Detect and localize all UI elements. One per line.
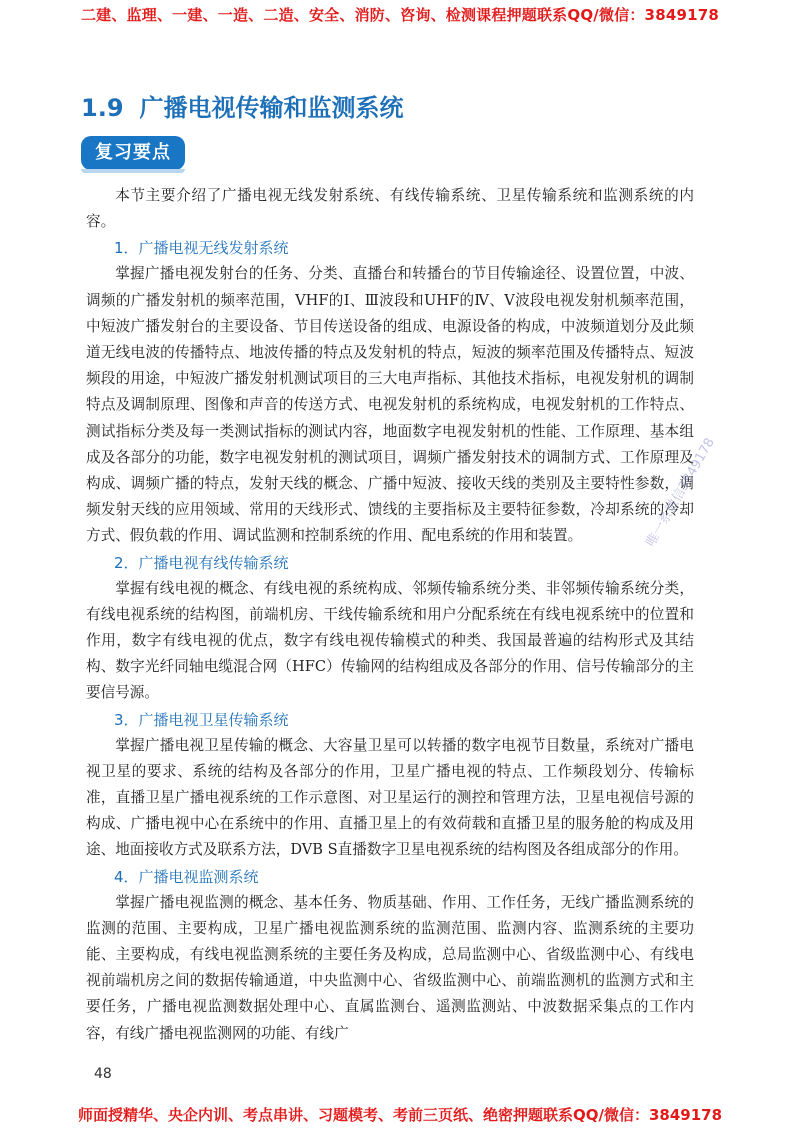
topic-body-satellite: 掌握广播电视卫星传输的概念、大容量卫星可以转播的数字电视节目数量，系统对广播电视卫星的要求、系统的结构及各部分的作用，卫星广播电视的特点、工作频段划分、传输标准，直播卫星广播电视系统的工作示意图、对卫星运行的测控和管理方法，卫星电视信号源的构成、广播电视中心在系统中的作用、直播卫星上的有效荷载和直播卫星的服务舱的构成及用途、地面接收方式及联系方法，DVB S直播数字卫星电视系统的结构图及各组成部分的作用。 <box>86 736 694 859</box>
contact-watermark: 唯一系微信3849178 <box>643 435 718 550</box>
review-points-badge: 复习要点 <box>81 136 185 170</box>
section-number: 1.9 <box>81 94 124 122</box>
intro-paragraph: 本节主要介绍了广播电视无线发射系统、有线传输系统、卫星传输系统和监测系统的内容。 <box>86 187 694 231</box>
page-number: 48 <box>94 1066 112 1082</box>
topic-body-cable: 掌握有线电视的概念、有线电视的系统构成、邻频传输系统分类、非邻频传输系统分类，有线电视系统的结构图，前端机房、干线传输系统和用户分配系统在有线电视系统中的位置和作用，数字有线电视的优点，数字有线电视传输模式的种类、我国最普遍的结构形式及其结构、数字光纤同轴电缆混合网（HFC）传输网的结构组成及各部分的作用、信号传输部分的主要信号源。 <box>86 579 694 702</box>
topic-heading-monitoring: 4．广播电视监测系统 <box>114 867 259 886</box>
section-content <box>86 183 694 1047</box>
section-title <box>81 88 404 123</box>
header-banner: 二建、监理、一建、一造、二造、安全、消防、咨询、检测课程押题联系QQ/微信：3849178 <box>80 6 720 24</box>
topic-body-monitoring: 掌握广播电视监测的概念、基本任务、物质基础、作用、工作任务，无线广播监测系统的监测的范围、主要构成，卫星广播电视监测系统的监测范围、监测内容、监测系统的主要功能、主要构成，有线电视监测系统的主要任务及构成，总局监测中心、省级监测中心、有线电视前端机房之间的数据传输通道，中央监测中心、省级监测中心、前端监测机的监测方式和主要任务，广播电视监测数据处理中心、直属监测台、遥测监测站、中波数据采集点的工作内容，有线广播电视监测网的功能、有线广 <box>86 893 694 1042</box>
topic-body-wireless: 掌握广播电视发射台的任务、分类、直播台和转播台的节目传输途径、设置位置，中波、调频的广播发射机的频率范围，VHF的Ⅰ、Ⅲ波段和UHF的Ⅳ、Ⅴ波段电视发射机频率范围，中短波广播发射台的主要设备、节目传送设备的组成、电源设备的构成，中波频道划分及此频道无线电波的传播特点、地波传播的特点及发射机的特点，短波的频率范围及传播特点、短波频段的用途，中短波广播发射机测试项目的三大电声指标、其他技术指标，电视发射机的调制特点及调制原理、图像和声音的传送方式、电视发射机的系统构成，电视发射机的工作特点、测试指标分类及每一类测试指标的测试内容，地面数字电视发射机的性能、工作原理、基本组成及各部分的功能，数字电视发射机的测试项目，调频广播发射技术的调制方式、工作原理及构成、调频广播的特点，发射天线的概念、广播中短波、接收天线的类别及主要特性参数，调频发射天线的应用领域、常用的天线形式、馈线的主要指标及主要特征参数，冷却系统的冷却方式、假负载的作用、调试监测和控制系统的作用、配电系统的作用和装置。 <box>86 265 694 545</box>
section-title-text: 广播电视传输和监测系统 <box>139 94 404 122</box>
topic-heading-satellite: 3．广播电视卫星传输系统 <box>114 710 289 729</box>
topic-heading-cable: 2．广播电视有线传输系统 <box>114 553 289 572</box>
footer-banner: 师面授精华、央企内训、考点串讲、习题模考、考前三页纸、绝密押题联系QQ/微信：3849178 <box>77 1106 723 1124</box>
topic-heading-wireless: 1．广播电视无线发射系统 <box>114 239 289 258</box>
